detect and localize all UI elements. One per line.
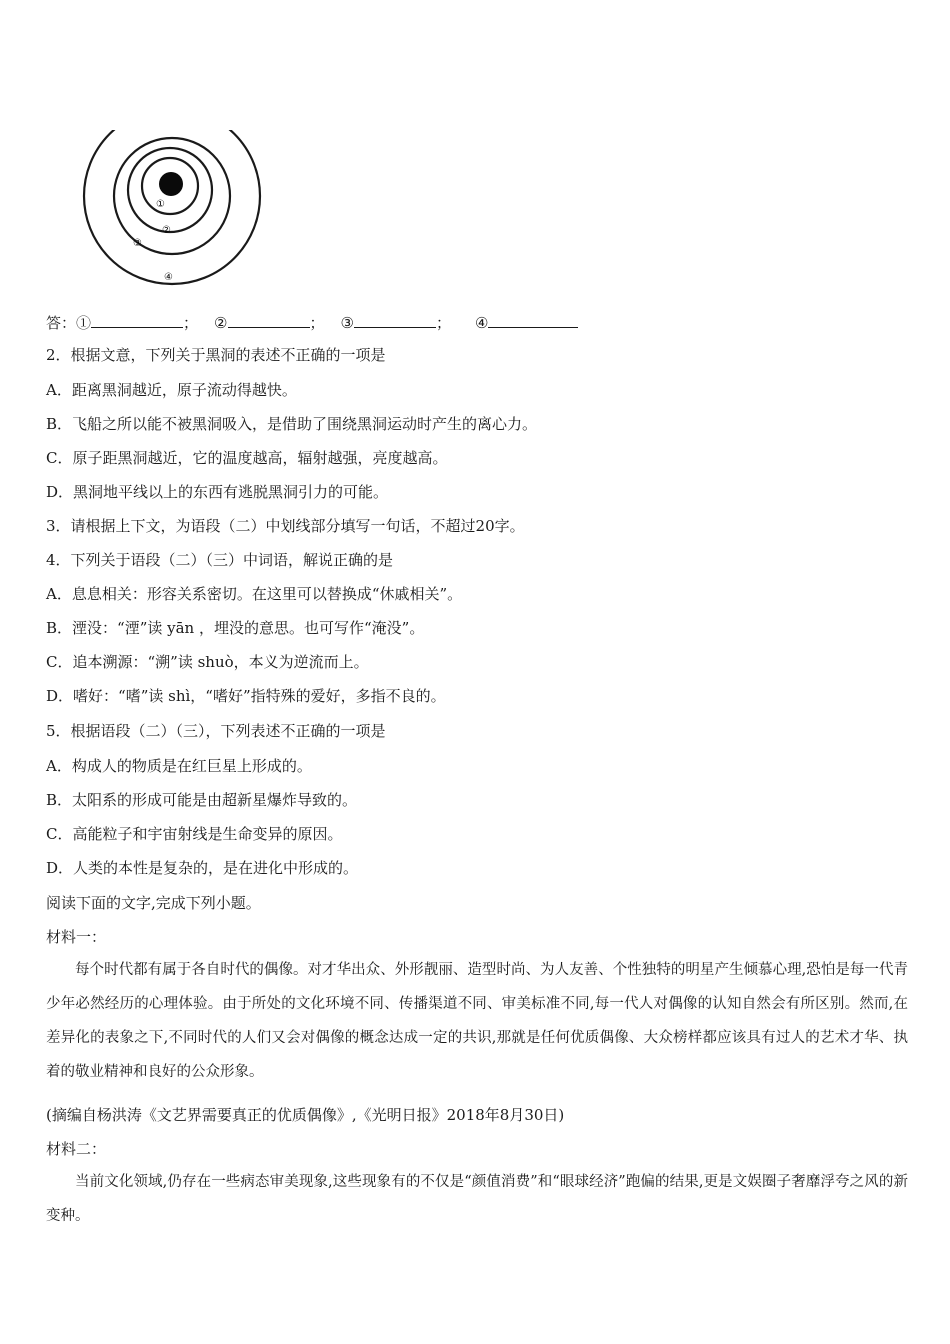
diagram-label-2: ② — [162, 225, 171, 236]
question-4-option-c: C．追本溯源：“溯”读 shuò，本义为逆流而上。 — [46, 653, 369, 671]
question-2-option-d: D．黑洞地平线以上的东西有逃脱黑洞引力的可能。 — [46, 483, 389, 501]
question-5-option-b: B．太阳系的形成可能是由超新星爆炸导致的。 — [46, 791, 358, 809]
question-3-stem: 3．请根据上下文，为语段（二）中划线部分填写一句话，不超过20字。 — [46, 517, 525, 535]
question-2-stem: 2．根据文意，下列关于黑洞的表述不正确的一项是 — [46, 346, 386, 364]
material-1-text: 每个时代都有属于各自时代的偶像。对才华出众、外形靓丽、造型时尚、为人友善、个性独特的明星产生倾慕心理,恐怕是每一代青少年必然经历的心理体验。由于所处的文化环境不同、传播渠道不同、审美标准不同,每一代人对偶像的认知自然会有所区别。然而,在差异化的表象之下,不同时代的人们又会对偶像的概念达成一定的共识,那就是任何优质偶像、大众榜样都应该具有过人的艺术才华、执着的敬业精神和良好的公众形象。 — [46, 962, 908, 1080]
answer-item-4: ④ — [474, 314, 489, 332]
answer-sep-1: ； — [183, 314, 199, 332]
question-5-option-a: A．构成人的物质是在红巨星上形成的。 — [46, 757, 312, 775]
answer-line — [46, 312, 578, 333]
reading-instruction: 阅读下面的文字,完成下列小题。 — [46, 894, 261, 912]
material-2-label: 材料二： — [46, 1140, 107, 1158]
diagram-label-4: ④ — [164, 272, 173, 283]
answer-prefix: 答： — [46, 314, 77, 332]
answer-sep-3: ； — [435, 314, 451, 332]
question-4-option-b: B．湮没：“湮”读 yān ，埋没的意思。也可写作“淹没”。 — [46, 619, 425, 637]
answer-blank-4[interactable] — [488, 312, 578, 328]
question-2-option-a: A．距离黑洞越近，原子流动得越快。 — [46, 381, 297, 399]
answer-item-3: ③ — [340, 314, 354, 332]
answer-item-1: ① — [76, 314, 92, 332]
answer-blank-3[interactable] — [354, 312, 436, 328]
answer-item-2: ② — [214, 314, 228, 332]
question-5-option-d: D．人类的本性是复杂的，是在进化中形成的。 — [46, 859, 359, 877]
question-5-option-c: C．高能粒子和宇宙射线是生命变异的原因。 — [46, 825, 343, 843]
question-2-option-c: C．原子距黑洞越近，它的温度越高，辐射越强，亮度越高。 — [46, 449, 448, 467]
question-4-stem: 4．下列关于语段（二）（三）中词语，解说正确的是 — [46, 551, 394, 569]
diagram-label-3: ③ — [133, 238, 142, 249]
answer-blank-2[interactable] — [228, 312, 310, 328]
diagram-label-1: ① — [156, 199, 165, 210]
material-1-source: (摘编自杨洪涛《文艺界需要真正的优质偶像》,《光明日报》2018年8月30日) — [46, 1106, 565, 1124]
material-2-text: 当前文化领域,仍存在一些病态审美现象,这些现象有的不仅是“颜值消费”和“眼球经济”跑偏的结果,更是文娱圈子奢靡浮夸之风的新变种。 — [46, 1174, 908, 1224]
black-hole-core — [159, 172, 183, 196]
question-2-option-b: B．飞船之所以能不被黑洞吸入，是借助了围绕黑洞运动时产生的离心力。 — [46, 415, 538, 433]
question-4-option-a: A．息息相关：形容关系密切。在这里可以替换成“休戚相关”。 — [46, 585, 463, 603]
material-1-label: 材料一： — [46, 928, 107, 946]
answer-blank-1[interactable] — [91, 312, 183, 328]
black-hole-diagram — [82, 130, 266, 286]
question-4-option-d: D．嗜好：“嗜”读 shì，“嗜好”指特殊的爱好，多指不良的。 — [46, 687, 446, 705]
ring-4 — [84, 130, 260, 284]
answer-sep-2: ； — [309, 314, 325, 332]
question-5-stem: 5．根据语段（二）（三），下列表述不正确的一项是 — [46, 722, 386, 740]
